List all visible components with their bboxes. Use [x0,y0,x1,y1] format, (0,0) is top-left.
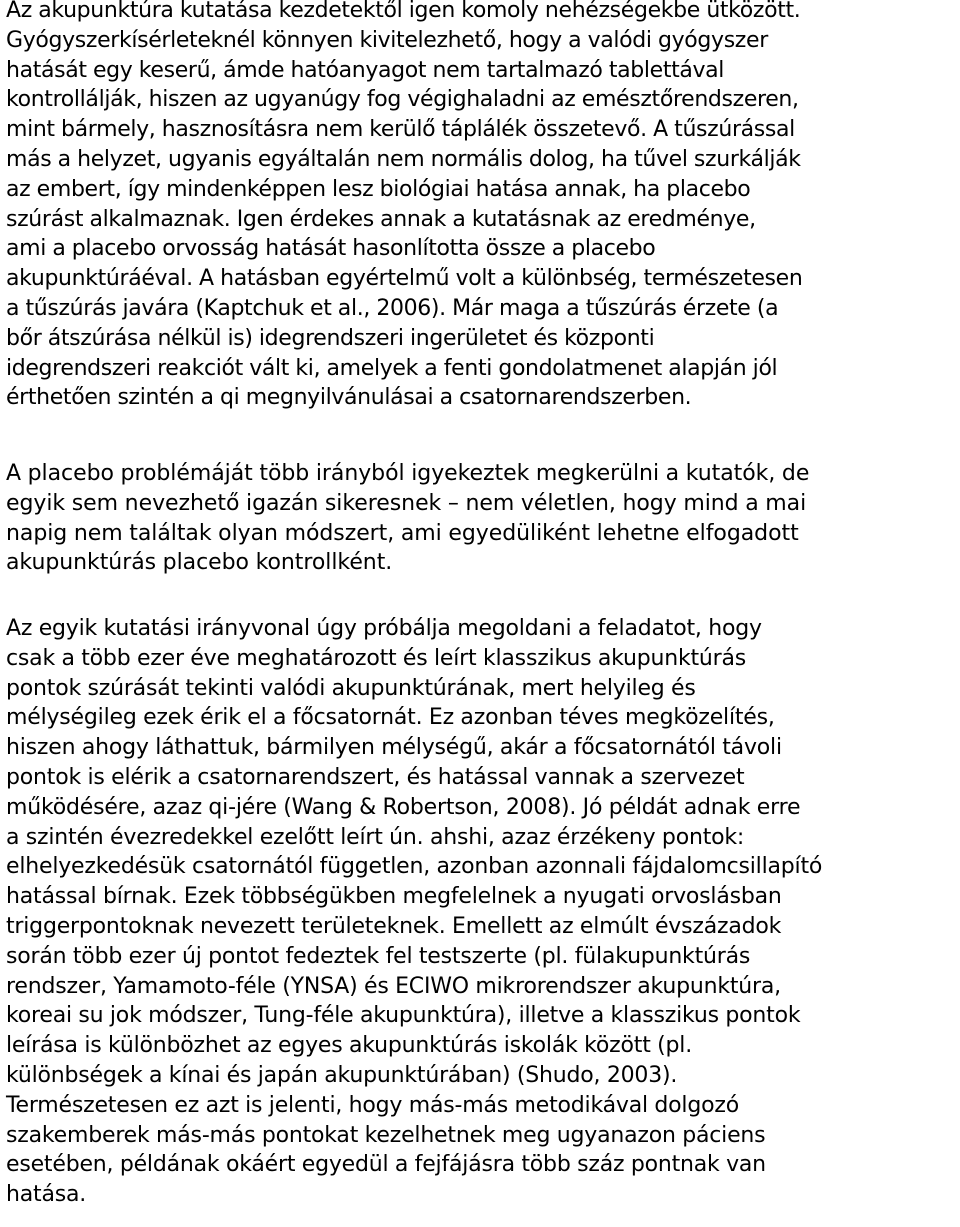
text-line: akupunktúrás placebo kontrollként. [6,550,393,576]
text-line: A placebo problémáját több irányból igyekeztek megkerülni a kutatók, de [6,461,810,486]
text-line: más a helyzet, ugyanis egyáltalán nem normális dolog, ha tűvel szurkálják [6,146,801,172]
text-line: esetében, példának okáért egyedül a fejfájásra több száz pontnak van [6,1152,766,1178]
paragraph-placebo-workarounds [6,459,809,578]
text-line: mint bármely, hasznosításra nem kerülő táplálék összetevő. A tűszúrással [6,117,795,143]
text-line: kontrollálják, hiszen az ugyanúgy fog végighaladni az emésztőrendszeren, [6,87,799,113]
text-line: akupunktúráéval. A hatásban egyértelmű volt a különbség, természetesen [6,266,803,292]
text-line: hatását egy keserű, ámde hatóanyagot nem tartalmazó tablettával [6,57,725,83]
paragraph-classical-points [6,614,822,1210]
text-line: pontok szúrását tekinti valódi akupunktúrának, mert helyileg és [6,675,696,701]
text-line: egyik sem nevezhető igazán sikeresnek – nem véletlen, hogy mind a mai [6,490,807,516]
text-line: érthetően szintén a qi megnyilvánulásai a csatornarendszerben. [6,385,692,411]
text-line: működésére, azaz qi-jére (Wang & Robertson, 2008). Jó példát adnak erre [6,794,801,820]
text-line: pontok is elérik a csatornarendszert, és hatással vannak a szervezet [6,764,745,790]
text-line: hatása. [6,1182,87,1208]
text-line: hiszen ahogy láthattuk, bármilyen mélységű, akár a főcsatornától távoli [6,735,782,761]
text-line: szakemberek más-más pontokat kezelhetnek meg ugyanazon páciens [6,1122,766,1148]
text-line: rendszer, Yamamoto-féle (YNSA) és ECIWO mikrorendszer akupunktúra, [6,973,781,999]
paragraph-placebo-problem-intro [6,0,802,413]
text-line: hatással bírnak. Ezek többségükben megfelelnek a nyugati orvoslásban [6,884,782,910]
text-line: mélységileg ezek érik el a főcsatornát. Ez azonban téves megközelítés, [6,705,775,731]
text-line: Természetesen ez azt is jelenti, hogy más-más metodikával dolgozó [6,1092,739,1118]
text-line: bőr átszúrása nélkül is) idegrendszeri ingerületet és központi [6,325,655,351]
text-line: szúrást alkalmaznak. Igen érdekes annak a kutatásnak az eredménye, [6,206,756,232]
text-line: az embert, így mindenképpen lesz biológiai hatása annak, ha placebo [6,176,751,202]
text-line: csak a több ezer éve meghatározott és leírt klasszikus akupunktúrás [6,645,747,671]
text-line: koreai su jok módszer, Tung-féle akupunktúra), illetve a klasszikus pontok [6,1003,801,1029]
text-line: különbségek a kínai és japán akupunktúrában) (Shudo, 2003). [6,1062,678,1088]
text-line: Az akupunktúra kutatása kezdetektől igen komoly nehézségekbe ütközött. [6,0,801,23]
text-line: a tűszúrás javára (Kaptchuk et al., 2006). Már maga a tűszúrás érzete (a [6,295,779,321]
text-line: elhelyezkedésük csatornától független, azonban azonnali fájdalomcsillapító [6,854,823,880]
text-line: idegrendszeri reakciót vált ki, amelyek a fenti gondolatmenet alapján jól [6,355,778,381]
text-line: ami a placebo orvosság hatását hasonlította össze a placebo [6,236,656,262]
text-line: során több ezer új pontot fedeztek fel testszerte (pl. fülakupunktúrás [6,943,751,969]
text-line: Az egyik kutatási irányvonal úgy próbálja megoldani a feladatot, hogy [6,616,762,641]
text-line: triggerpontoknak nevezett területeknek. Emellett az elmúlt évszázadok [6,913,782,939]
text-line: leírása is különbözhet az egyes akupunktúrás iskolák között (pl. [6,1033,692,1059]
text-line: a szintén évezredekkel ezelőtt leírt ún. ahshi, azaz érzékeny pontok: [6,824,745,850]
text-line: Gyógyszerkísérleteknél könnyen kivitelezhető, hogy a valódi gyógyszer [6,27,768,53]
text-line: napig nem találtak olyan módszert, ami egyedüliként lehetne elfogadott [6,520,799,546]
